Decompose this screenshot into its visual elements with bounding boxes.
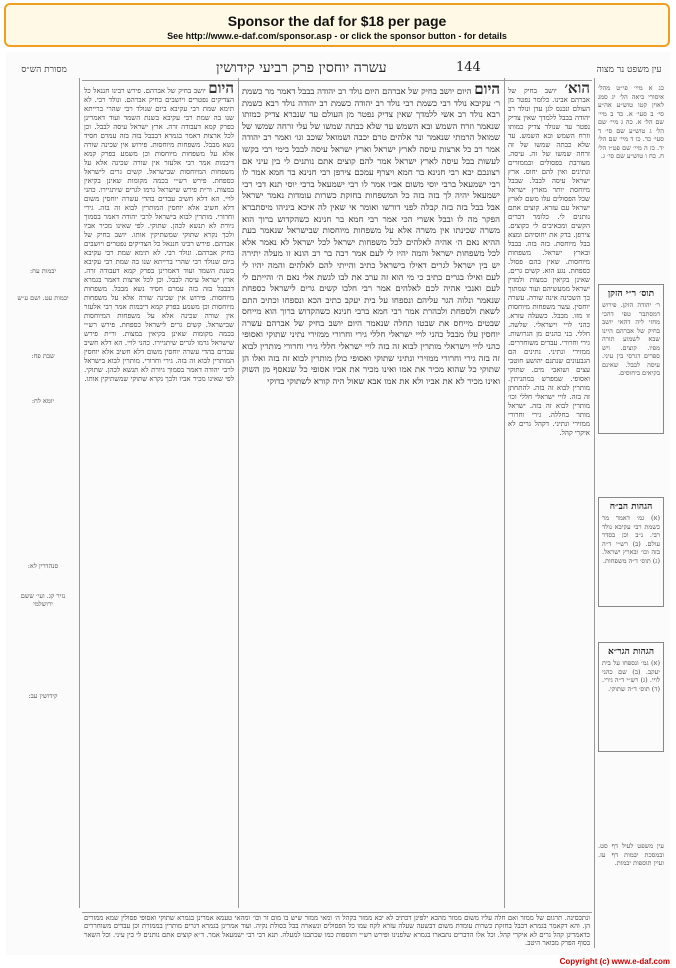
- margin-reference: סנהדרין לא:: [27, 562, 59, 570]
- gemara-text: היום יושב בחיק של אברהם היום נולד רב יהודה בבבל דאמר מר כשמת ר׳ עקיבא נולד רבי כשמת רבי נולד רב יהודה כשמת רב יהודה נולד רבא כשמת רבא נולד רב אשי ללמדך שאין צדיק נפטר מן העולם עד שנברא צדיק כמותו שנאמר וזרח השמש ובא השמש עד שלא כבתה שמשו של עלי זרחה שמשו של שמואל הרמתי שנאמר ונר אלהים טרם יכבה ושמואל שוכב וגו׳ ואמר רב יהודה אמר רב כל ארצות עיסה לארץ ישראל וארץ ישראל עיסה לבבל בימי רבי בקשו לעשות בבל עיסה לארץ ישראל אמר להם קוצים אתם נותנים לי בין עיני אם רצונכם יבא רבי חנינא בר חמא ויצרף עמכם צירפן רבי חנינא בר חמא אמר לו רבי ישמעאל ברבי יוסי משום אביו אמר לו רבי ישמעאל ברבי יוסי תנא דבי רבי ישמעאל יהיה לך בזה בזה כל המשפחות בחזקת כשרות עומדות נאמר ישראל אבל בבל בזה בזה קבלה לפני דורשו ואומר אי שאין לה איכא ביניהו מיסתברא הפקר מה לו ובבל אשרי הכי אמר רבי חמא בר חנינא כשהקדוש ברוך הוא משרה שכינתו אין משרה אלא על משפחות מיוחסות שבישראל שנאמר בעת ההיא נאם ה׳ אהיה לאלהים לכל משפחות ישראל לכל ישראל לא נאמר אלא לכל משפחות ישראל והמה יהיו לי לעם אמר רבה בר רב הונא זו מעלה יתירה יש בין ישראל לגרים דאילו בישראל כתיב והייתי להם לאלהים והמה יהיו לי לעם ואילו בגרים כתיב כי מי הוא זה ערב את לבו לגשת אלי נאם ה׳ והייתם לי לעם ואנכי אהיה לכם לאלהים אמר רבי חלבו קשים גרים לישראל כספחת שנאמר ונלוה הגר עליהם ונספחו על בית יעקב כתיב הכא ונספחו וכתיב התם לשאת ולספחת ולבהרת אמר רבי חמא ברבי חנינא כשהקדוש ברוך הוא מייחס שבטים מייחס את שבטו תחלה שנאמר היום יושב בחיק של אברהם עשרה יוחסין עלו מבבל כהני לויי ישראלי חללי גירי וחרורי ממזירי נתיני שתוקי ואסופי כהני לויי וישראלי מותרין לבוא זה בזה לויי ישראלי חללי גירי וחרורי מותרין לבוא זה בזה גירי וחרורי ממזירי ונתיני שתוקי ואסופי כולן מותרין לבוא זה בזה ואלו הן שתוקי כל שהוא מכיר את אמו ואינו מכיר את אביו אסופי כל שנאסף מן השוק ואינו מכיר לא את אביו ולא את אמו אבא שאול היה קורא לשתוקי בדוקי: [242, 87, 500, 387]
- hagahot-habach-text: (א) גמ׳ דאמר מר כשמת רבי עקיבא נולד רבי. נ״ב וכן בסדר עולם. (ב) רש״י ד״ה בזה וכו׳ ובארץ ישראל. (ג) תוס׳ ד״ה משפחות.: [602, 514, 660, 565]
- hagahot-hagra-text: (א) גמ׳ ונספחו על בית יעקב. (ב) שם כהני לויי. (ג) רש״י ד״ה גירי. (ד) תוס׳ ד״ה שתוקי.: [602, 659, 660, 693]
- sponsor-subtitle[interactable]: See http://www.e-daf.com/sponsor.asp - or click the sponsor button - for details: [167, 31, 507, 41]
- tosafot-harosh-text: ר׳ יהודה הזקן. פירוש דמסתבר טפי דהכי מחזי ליה דהאי יושב בחיק של אברהם היינו שבא לשמוע תורה מפיו. קוצים. ויש ספרים דגרסי בין עיני. עיסה לבבל. שאינם בקיאים ביחוסים.: [602, 301, 660, 377]
- copyright-notice[interactable]: Copyright (c) www.e-daf.com: [559, 957, 670, 966]
- hagahot-hagra-title: הגהות הגר״א: [607, 647, 654, 657]
- bottom-rule: [82, 912, 592, 913]
- sponsor-banner[interactable]: [4, 3, 670, 47]
- hagahot-habach-box: [598, 497, 664, 607]
- tosafot-harosh-box: [598, 284, 664, 434]
- margin-reference: יומא לח:: [31, 397, 55, 405]
- tosafot-opening-word: היום: [208, 84, 234, 97]
- rashi-column: [508, 84, 590, 914]
- tosafot-text: יושב בחיק של אברהם. פירש רבינו חננאל כל הצדיקים נפטרים ויושבים בחיק אברהם. ונולד רבי. לא תימא שמת רבי עקיבא ביום שנולד רבי שהרי ברייתא שנו בה שמת רבי עקיבא בשנת השמד ועוד דאמרינן בפרק קמא דעבודה זרה. ארץ ישראל עיסה לבבל. וכן לכל ארצות דאמר בגמרא דבבבל בזה בזה עמרם חסיד נשא מבבל. משפחות מיוחסות. פירוש אין שכינה שורה אלא על משפחות מיוחסות וכן משמע בפרק קמא דיבמות אמר רבי אלעזר אין שורה שכינה אלא על משפחות המיוחסות שבישראל. קשים גרים לישראל כספחת. פירש רש״י בכמה מקומות שאינן בקיאין במצות. ור״ת פירש שישראל גרמו לגרים שיתגיירו. כהני לויי. הא דלא חשיב עבדים בהדי עשרה יוחסין משום דלא חשיב אלא יוחסין המותרין לבוא זה בזה. גירי וחרורי. מותרין לבוא בישראל לרבי יהודה דאמר בסמוך גיורת לא תנשא לכהן. שתוקי. לפי שאינו מכיר אביו ולכך נקרא שתוקי שמשתיקין אותו.: [84, 87, 234, 239]
- rashi-text: יושב בחיק של אברהם אבינו. כלומר נפטר מן העולם ונכנס לגן עדן ונולד רב יהודה בבבל ללמדך שאין צדיק נפטר עד שנולד צדיק כמותו וזרח השמש ובא השמש. עד שלא כבתה שמשו של זה זרחה שמשו של זה. עיסה. מעורבת בפסולים ובממזרים ונתינים ואין להם יחוס. ארץ ישראל עיסה לבבל. שבבל מיוחסת יותר מארץ ישראל שכל הפסולים עלו משם לארץ ישראל עם עזרא. קוצים אתם נותנים לי. כלומר דברים הקשים ומכאיבים לי כקוצים. צירפן. בדק את יחוסיהם ומצא בבל מיוחסת. בזה בזה. בבבל ובארץ ישראל. משפחות מיוחסות. שאין בהם פסול. כספחת. נגע הוא. קשים גרים. שאינן בקיאין במצות ולמדין ישראל ממעשיהם ועוד שמתוך כך השכינה אינה שורה. עשרה יוחסין. עשר משפחות מיוחסות זו מזו. מבבל. כשעלה עזרא. כהני לויי וישראלי. שלשה. חללי. בני כהנים מן הגרושות. גירי וחרורי. עבדים משוחררים. ממזירי ונתיני. נתינים הם הגבעונים שנתנם יהושע חוטבי עצים ושואבי מים. שתוקי ואסופי. שמפרש במתניתין. מותרין לבוא זה בזה. להתחתן זה בזה. לויי ישראלי חללי וכו׳ מותרין לבוא זה בזה. ישראל מותר בחללה. גירי וחרורי ממזירי ונתיני. דקהל גרים לא איקרי קהל.: [508, 87, 590, 437]
- margin-reference: יבמות עח:: [29, 267, 57, 275]
- gemara-opening-word: היום: [474, 84, 500, 98]
- tosafot-column: [84, 84, 234, 914]
- bottom-commentary: ונתכסינה. תרגום של ממזר ואם חלה עליו משום ממזר מהכא ילפינן דכתיב לא יבא ממזר בקהל ה׳ ומאי ממזר שיש בו מום זר וכו׳ ומהאי טעמא אמרינן בגמרא שתוקי ואסופי פסולין שמא ממזרים הן. והא דקאמר בגמרא דבבל בחזקת כשרות עומדת משום דבשעה שעלה עזרא לקח עמו כל הפסולים ונשארה בבל כסולת נקיה. ועוד אמרינן בגמרא דגרים מותרין בממזרת וכן עבדים משוחררים כדאמרינן קהל גרים לא איקרי קהל. וכל אלו הדברים נתבארו בגמרא שלפנינו ופירש רש״י ותוספות כמו שכתבנו למעלה. תנא דבי רבי ישמעאל אמר. ד״א קוצים אתם נותנים לי בין עיני. וכל השאר בסוף הפרק מבואר היטב.: [84, 914, 590, 948]
- ein-mishpat-label: עין משפט נר מצוה: [596, 65, 662, 75]
- tosafot-harosh-title: תוס׳ ר״י הזקן: [607, 289, 655, 299]
- ein-mishpat-text: כג א מיי׳ פי״ט מהל׳ איסורי ביאה הל׳ יג סמג לאוין קטו טוש״ע אה״ע סי׳ ב סעי׳ א. כד ב מיי׳ שם הל׳ א. כה ג מיי׳ שם הל׳ ג טוש״ע שם סי׳ ד סעי׳ כד. כו ד מיי׳ שם הל׳ יד. כז ה מיי׳ שם פט״ו הל׳ ח. כח ו טוש״ע שם סי׳ ג.: [598, 84, 664, 160]
- margin-divider-right: [594, 78, 595, 948]
- masoret-hashas-label: מסורת הש״ס: [21, 65, 67, 75]
- margin-divider-left: [79, 78, 80, 908]
- hagahot-hagra-box: [598, 642, 664, 752]
- margin-reference: נזיר קג. ועי׳ ששם ירושלמי: [20, 592, 66, 608]
- hagahot-habach-title: הגהות הב״ח: [609, 502, 653, 512]
- margin-reference: שבת פח:: [31, 352, 55, 360]
- talmud-page: [6, 52, 670, 955]
- column-divider: [238, 78, 239, 908]
- sponsor-title[interactable]: Sponsor the daf for $18 per page: [227, 13, 447, 29]
- margin-reference: יבמות עט. ושם ע״ש: [17, 294, 69, 302]
- page-number: 144: [456, 60, 481, 75]
- tosafot-text-continued: יושב בחיק של אברהם. פירש רבינו חננאל כל הצדיקים נפטרים ויושבים בחיק אברהם. ונולד רבי. לא תימא שמת רבי עקיבא ביום שנולד רבי שהרי ברייתא שנו בה שמת רבי עקיבא בשנת השמד ועוד דאמרינן בפרק קמא דעבודה זרה. ארץ ישראל עיסה לבבל. וכן לכל ארצות דאמר בגמרא דבבבל בזה בזה עמרם חסיד נשא מבבל. משפחות מיוחסות. פירוש אין שכינה שורה אלא על משפחות מיוחסות וכן משמע בפרק קמא דיבמות אמר רבי אלעזר אין שורה שכינה אלא על משפחות המיוחסות שבישראל. קשים גרים לישראל כספחת. פירש רש״י בכמה מקומות שאינן בקיאין במצות. ור״ת פירש שישראל גרמו לגרים שיתגיירו. כהני לויי. הא דלא חשיב עבדים בהדי עשרה יוחסין משום דלא חשיב אלא יוחסין המותרין לבוא זה בזה. גירי וחרורי. מותרין לבוא בישראל לרבי יהודה דאמר בסמוך גיורת לא תנשא לכהן. שתוקי. לפי שאינו מכיר אביו ולכך נקרא שתוקי שמשתיקין אותו.: [84, 231, 234, 383]
- rashi-opening-word: הוא׳: [564, 84, 590, 97]
- page-title: עשרה יוחסין פרק רביעי קידושין: [216, 60, 387, 76]
- ein-mishpat-bottom-text: עין משפט לעיל דף סט. ובמסכת יבמות דף עז. ועיין תוספות יבמות.: [598, 842, 664, 867]
- column-divider: [504, 78, 505, 908]
- gemara-column: [242, 84, 500, 914]
- header-rule: [82, 80, 592, 81]
- margin-reference: קידושין עב:: [28, 692, 58, 700]
